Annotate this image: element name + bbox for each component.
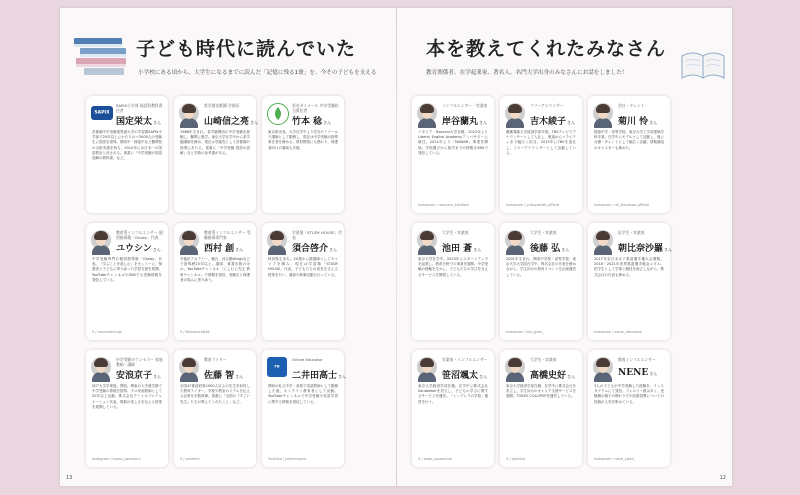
contributor-bio: 3人の子どもが中学受験した経験を、インスタグラムにて発信。フォロワー数は多く、受験期の親子の関わり方や読書習慣についての投稿が人気を集めている。	[594, 384, 664, 404]
social-handle[interactable]: Instagram / ranmaru_kishitani	[418, 203, 470, 207]
honorific: さん	[479, 120, 488, 125]
name-text: 朝比奈沙羅	[618, 244, 664, 254]
name-text: 岸谷蘭丸	[442, 117, 479, 127]
left-page	[60, 8, 396, 486]
contributor-card	[500, 96, 582, 213]
social-handle[interactable]: Instagram / rei_kikukawa_official	[594, 203, 650, 207]
name-text: 後藤 弘	[530, 244, 561, 254]
honorific: さん	[561, 247, 570, 252]
avatar	[179, 103, 199, 123]
name-text: 竹本 稔	[292, 117, 323, 127]
contributor-name	[116, 241, 161, 254]
contributor-name	[292, 241, 337, 254]
contributor-card	[588, 223, 673, 340]
contributor-role: SAPIX小学部 国語科教科責任者	[116, 103, 163, 113]
contributor-card	[500, 350, 582, 467]
contributor-name	[530, 368, 575, 381]
name-text: 二井田高士	[292, 371, 338, 381]
honorific: さん	[153, 120, 162, 125]
contributor-role: 教育系インフルエンサー 個別指導塾「Growy」代表	[116, 230, 163, 240]
magazine-spread	[60, 8, 732, 486]
contributor-bio: 首都圏中学受験業界最大手の学習塾SAPIX小学部で25年以上にわたりのべ3000人の受験生に国語を指導。開成中・桜蔭中など難関校の合格実績を持ち、2010年には日本一の国語教室と評される。著書に「中学受験の国語読解の教科書」など。	[92, 130, 162, 161]
contributor-card	[412, 350, 494, 467]
contributor-role: インフルエンサー・実業家	[442, 103, 488, 108]
avatar	[417, 230, 437, 250]
social-handle[interactable]: Instagram / kyoko_yasunami	[92, 457, 141, 461]
name-text: 吉木綾子	[530, 117, 567, 127]
name-text: ユウシン	[116, 244, 152, 254]
contributor-name	[292, 368, 346, 381]
contributor-card	[262, 223, 344, 340]
honorific: さん	[152, 247, 161, 252]
contributor-bio: 桜蔭中学・高等学校、東京大学工学部建築学科卒業。在学中にモデルとして活動し、後に女優・タレントとして幅広く活躍。情報番組のキャスターも務めた。	[594, 130, 664, 150]
contributor-bio: 慶應義塾大学経済学部卒業。TBSテレビでアナウンサーとして入社し、報道からバラエティまで幅広く担当。2013年にTBSを退社し、フリーアナウンサーとして活動している。	[506, 130, 576, 155]
social-handle[interactable]: Instagram / sarah_dannoiosi	[594, 330, 643, 334]
avatar	[179, 230, 199, 250]
honorific: さん	[235, 247, 244, 252]
name-text: 安浪京子	[116, 371, 153, 381]
name-text: 菊川 怜	[618, 117, 649, 127]
contributor-card	[174, 96, 259, 213]
avatar	[593, 103, 613, 123]
social-handle[interactable]: YouTube / jukeninstant	[268, 457, 306, 461]
honorific: さん	[153, 374, 162, 379]
leaf-logo-icon	[268, 104, 288, 124]
contributor-role: 栄光ゼミナール 中学受験担当責任者	[292, 103, 339, 113]
contributor-role: 学習塾「STUDY HOUSE」代表	[292, 230, 342, 240]
social-handle[interactable]: Instagram / nene_juken_	[594, 457, 636, 461]
avatar	[91, 230, 111, 250]
contributor-role: 大学生・実業家	[530, 230, 557, 235]
contributor-card	[262, 96, 344, 213]
honorific: さん	[329, 247, 338, 252]
contributor-card	[588, 350, 670, 467]
avatar	[91, 106, 113, 120]
right-page	[396, 8, 732, 486]
name-text: 国定栄太	[116, 117, 153, 127]
social-handle[interactable]: X / jpfunika	[506, 457, 526, 461]
honorific: さん	[567, 120, 576, 125]
name-text: 高橋史好	[530, 371, 567, 381]
name-text: 池田 蒼	[442, 244, 473, 254]
contributor-bio: 全国47都道府県1000人以上の先生を取材した教育ライター。学校や教室のリアルを伝える記事を多数執筆。著書に「全国の『すごい先生』たちが教えてくれたこと」など。	[180, 384, 250, 404]
contributor-role: フリーアナウンサー	[530, 103, 564, 108]
contributor-bio: 1988年生まれ。希学園関西の中学受験を経験し、難関に進学。東京大学在学中から希学園講師を務め、現在は学園長として首都圏の指導にあたる。著書に「中学受験 国語の読解」など多数の参考書がある。	[180, 130, 250, 155]
page-title: 子ども時代に読んでいた	[136, 38, 357, 60]
avatar	[593, 357, 613, 377]
avatar	[505, 357, 525, 377]
social-handle[interactable]: X / prisherri	[180, 457, 200, 461]
avatar	[267, 103, 289, 125]
avatar	[267, 230, 287, 250]
open-book-icon	[678, 46, 728, 82]
contributor-role: 大学生・実業家	[442, 230, 469, 235]
social-handle[interactable]: X / Nishimura846	[180, 330, 210, 334]
contributor-name	[116, 114, 161, 127]
avatar	[179, 357, 199, 377]
name-text: 山崎信之亮	[204, 117, 250, 127]
stacked-books-icon	[70, 28, 134, 78]
honorific: さん	[473, 247, 482, 252]
honorific: さん	[649, 371, 658, 376]
contributor-name	[442, 368, 487, 381]
honorific: さん	[664, 247, 673, 252]
name-text: 西村 創	[204, 244, 235, 254]
contributor-name	[204, 368, 243, 381]
honorific: さん	[235, 374, 244, 379]
contributor-bio: 東京都出身。大学在学中より栄光ゼミナールで講師として勤務し、現在は中学受験の指導責任者を務める。教材開発にも携わり、保護者向けの講演も多数。	[268, 130, 338, 150]
contributor-role: 教育インフルエンサー	[618, 357, 656, 362]
avatar	[267, 357, 287, 377]
page-subtitle: 小学校にある頃から、大学生になるまでに読んだ「記憶に残る1冊」を、今その子どもを支える	[138, 70, 377, 76]
contributor-bio: 早稲田アカデミー、駿台、河合塾Wingsなどで指導歴20年以上。講演、著書出版のほか、YouTubeチャンネル「にしむら先生 教育チャンネル」で情報を発信。受験生と保護者の悩みに寄り添う。	[180, 257, 250, 282]
page-number: 12	[719, 475, 726, 481]
contributor-card	[500, 223, 582, 340]
contributor-bio: 関西の私立中学・高校で英語教師として勤務した後、オンライン教育者として活動。YouTubeチャンネルで中学受験や英語学習に関する情報を発信している。	[268, 384, 338, 404]
contributor-bio: 2017年全日本女子柔道選手権大会優勝。2018・2021年世界柔道選手権金メダル。医学生として学業と競技を両立しながら、株式会社の代表も務める。	[594, 257, 664, 277]
name-text: 笹沼颯太	[442, 371, 479, 381]
contributor-name	[204, 241, 243, 254]
contributor-bio: 東京大学経済学部在籍。在学中に株式会社Sandeekerを設立し、子どもの学びに関するサービスを運営。「シンデレラの学校」運営を行う。	[418, 384, 488, 404]
contributor-card	[86, 223, 168, 340]
contributor-grid	[412, 96, 673, 467]
contributor-name	[618, 368, 657, 378]
contributor-bio: 中学受験専門の個別指導塾「Growy」代表。「学ぶことを楽しむ」をモットーに、保護者と子どもに寄り添った学習支援を展開。YouTubeチャンネルやSNSでも受験情報を発信している。	[92, 257, 162, 282]
page-title: 本を教えてくれたみなさん	[426, 38, 667, 60]
contributor-role: 大学生・実業家	[530, 357, 557, 362]
contributor-role: 会社・タレント	[618, 103, 645, 108]
contributor-name	[442, 114, 487, 127]
avatar	[505, 230, 525, 250]
avatar	[593, 230, 613, 250]
avatar	[91, 357, 111, 377]
social-handle[interactable]: X / ironnedechujo	[92, 330, 122, 334]
social-handle[interactable]: X / sosta_sasanuma	[418, 457, 452, 461]
honorific: さん	[479, 374, 488, 379]
logo-text: re	[274, 364, 280, 370]
contributor-role: 実業家・インフルエンサー	[442, 357, 488, 362]
contributor-role: 中学受験カウンセラー 家庭教師・講師	[116, 357, 163, 367]
contributor-bio: 秋田県生まれ。20歳から塾講師としてキャリアを積み、現在は学習塾「STUDY HOUSE」代表。子どもたちの成長を支える授業を行い、講演や執筆活動も行っている。	[268, 257, 338, 277]
name-text: 佐藤 智	[204, 371, 235, 381]
page-subtitle: 教育関係者、在学起業家、著名人、名門大学出身のみなさんにお話をしました！	[426, 70, 628, 76]
contributor-name	[292, 114, 331, 127]
contributor-card	[412, 96, 494, 213]
avatar	[417, 103, 437, 123]
contributor-bio: 東京大学在学中。2023年にスタートアップを起業し、教育分野での事業を展開。中学受験の経験を生かし、子どもたちの学びを支えるサービスを開発している。	[418, 257, 488, 277]
contributor-name	[442, 241, 481, 254]
page-number: 13	[66, 475, 73, 481]
contributor-role: 教育ライター	[204, 357, 227, 362]
contributor-card	[174, 223, 256, 340]
contributor-bio: 2001年生まれ。開成中学校・高等学校、東京大学大学院在学中。株式会社の代表を務めながら、学生向けの教育イベントを企画運営している。	[506, 257, 576, 277]
contributor-role: Online Educator	[292, 357, 323, 362]
contributor-card	[588, 96, 670, 213]
social-handle[interactable]: Instagram / yukoyoshiki_official	[506, 203, 560, 207]
name-text: NENE	[618, 368, 649, 378]
contributor-name	[618, 241, 672, 254]
contributor-role: 医学生・実業家	[618, 230, 645, 235]
avatar	[417, 357, 437, 377]
contributor-card	[174, 350, 256, 467]
contributor-grid	[86, 96, 347, 467]
contributor-bio: 東京大学経済学部在籍。在学中に株式会社を設立し、学生向けのキャリア支援サービスを展開。TOKYO COLLIPOPを運営している。	[506, 384, 576, 399]
contributor-name	[530, 114, 575, 127]
honorific: さん	[567, 374, 576, 379]
contributor-card	[262, 350, 347, 467]
contributor-card	[86, 350, 168, 467]
honorific: さん	[250, 120, 259, 125]
contributor-name	[530, 241, 569, 254]
contributor-bio: 神戸大学卒業後、関西、関東の大手進学塾で中学受験の算数を指導。プロ家庭教師として20年以上活動。株式会社アートオブエデュケーション代表。算数の楽しさを伝える授業を展開している。	[92, 384, 162, 409]
contributor-bio: イタリア・Bocconi大学在籍。2023年よりLiberty English Academyアンバサダーに就任。2024年より「MAWAR」事業を開始。学校選びから留学までの情報をSNSで発信している。	[418, 130, 488, 155]
logo-text: SAPIX	[94, 110, 110, 116]
honorific: さん	[649, 120, 658, 125]
name-text: 須合啓介	[292, 244, 329, 254]
contributor-name	[204, 114, 258, 127]
contributor-role: 教育系インフルエンサー 受験指導専門家	[204, 230, 251, 240]
contributor-card	[86, 96, 168, 213]
honorific: さん	[323, 120, 332, 125]
contributor-name	[116, 368, 161, 381]
social-handle[interactable]: Instagram / kou_goto_	[506, 330, 544, 334]
contributor-card	[412, 223, 494, 340]
honorific: さん	[338, 374, 347, 379]
contributor-role: 希学園首都圏 学園長	[204, 103, 240, 108]
avatar	[505, 103, 525, 123]
contributor-name	[618, 114, 657, 127]
